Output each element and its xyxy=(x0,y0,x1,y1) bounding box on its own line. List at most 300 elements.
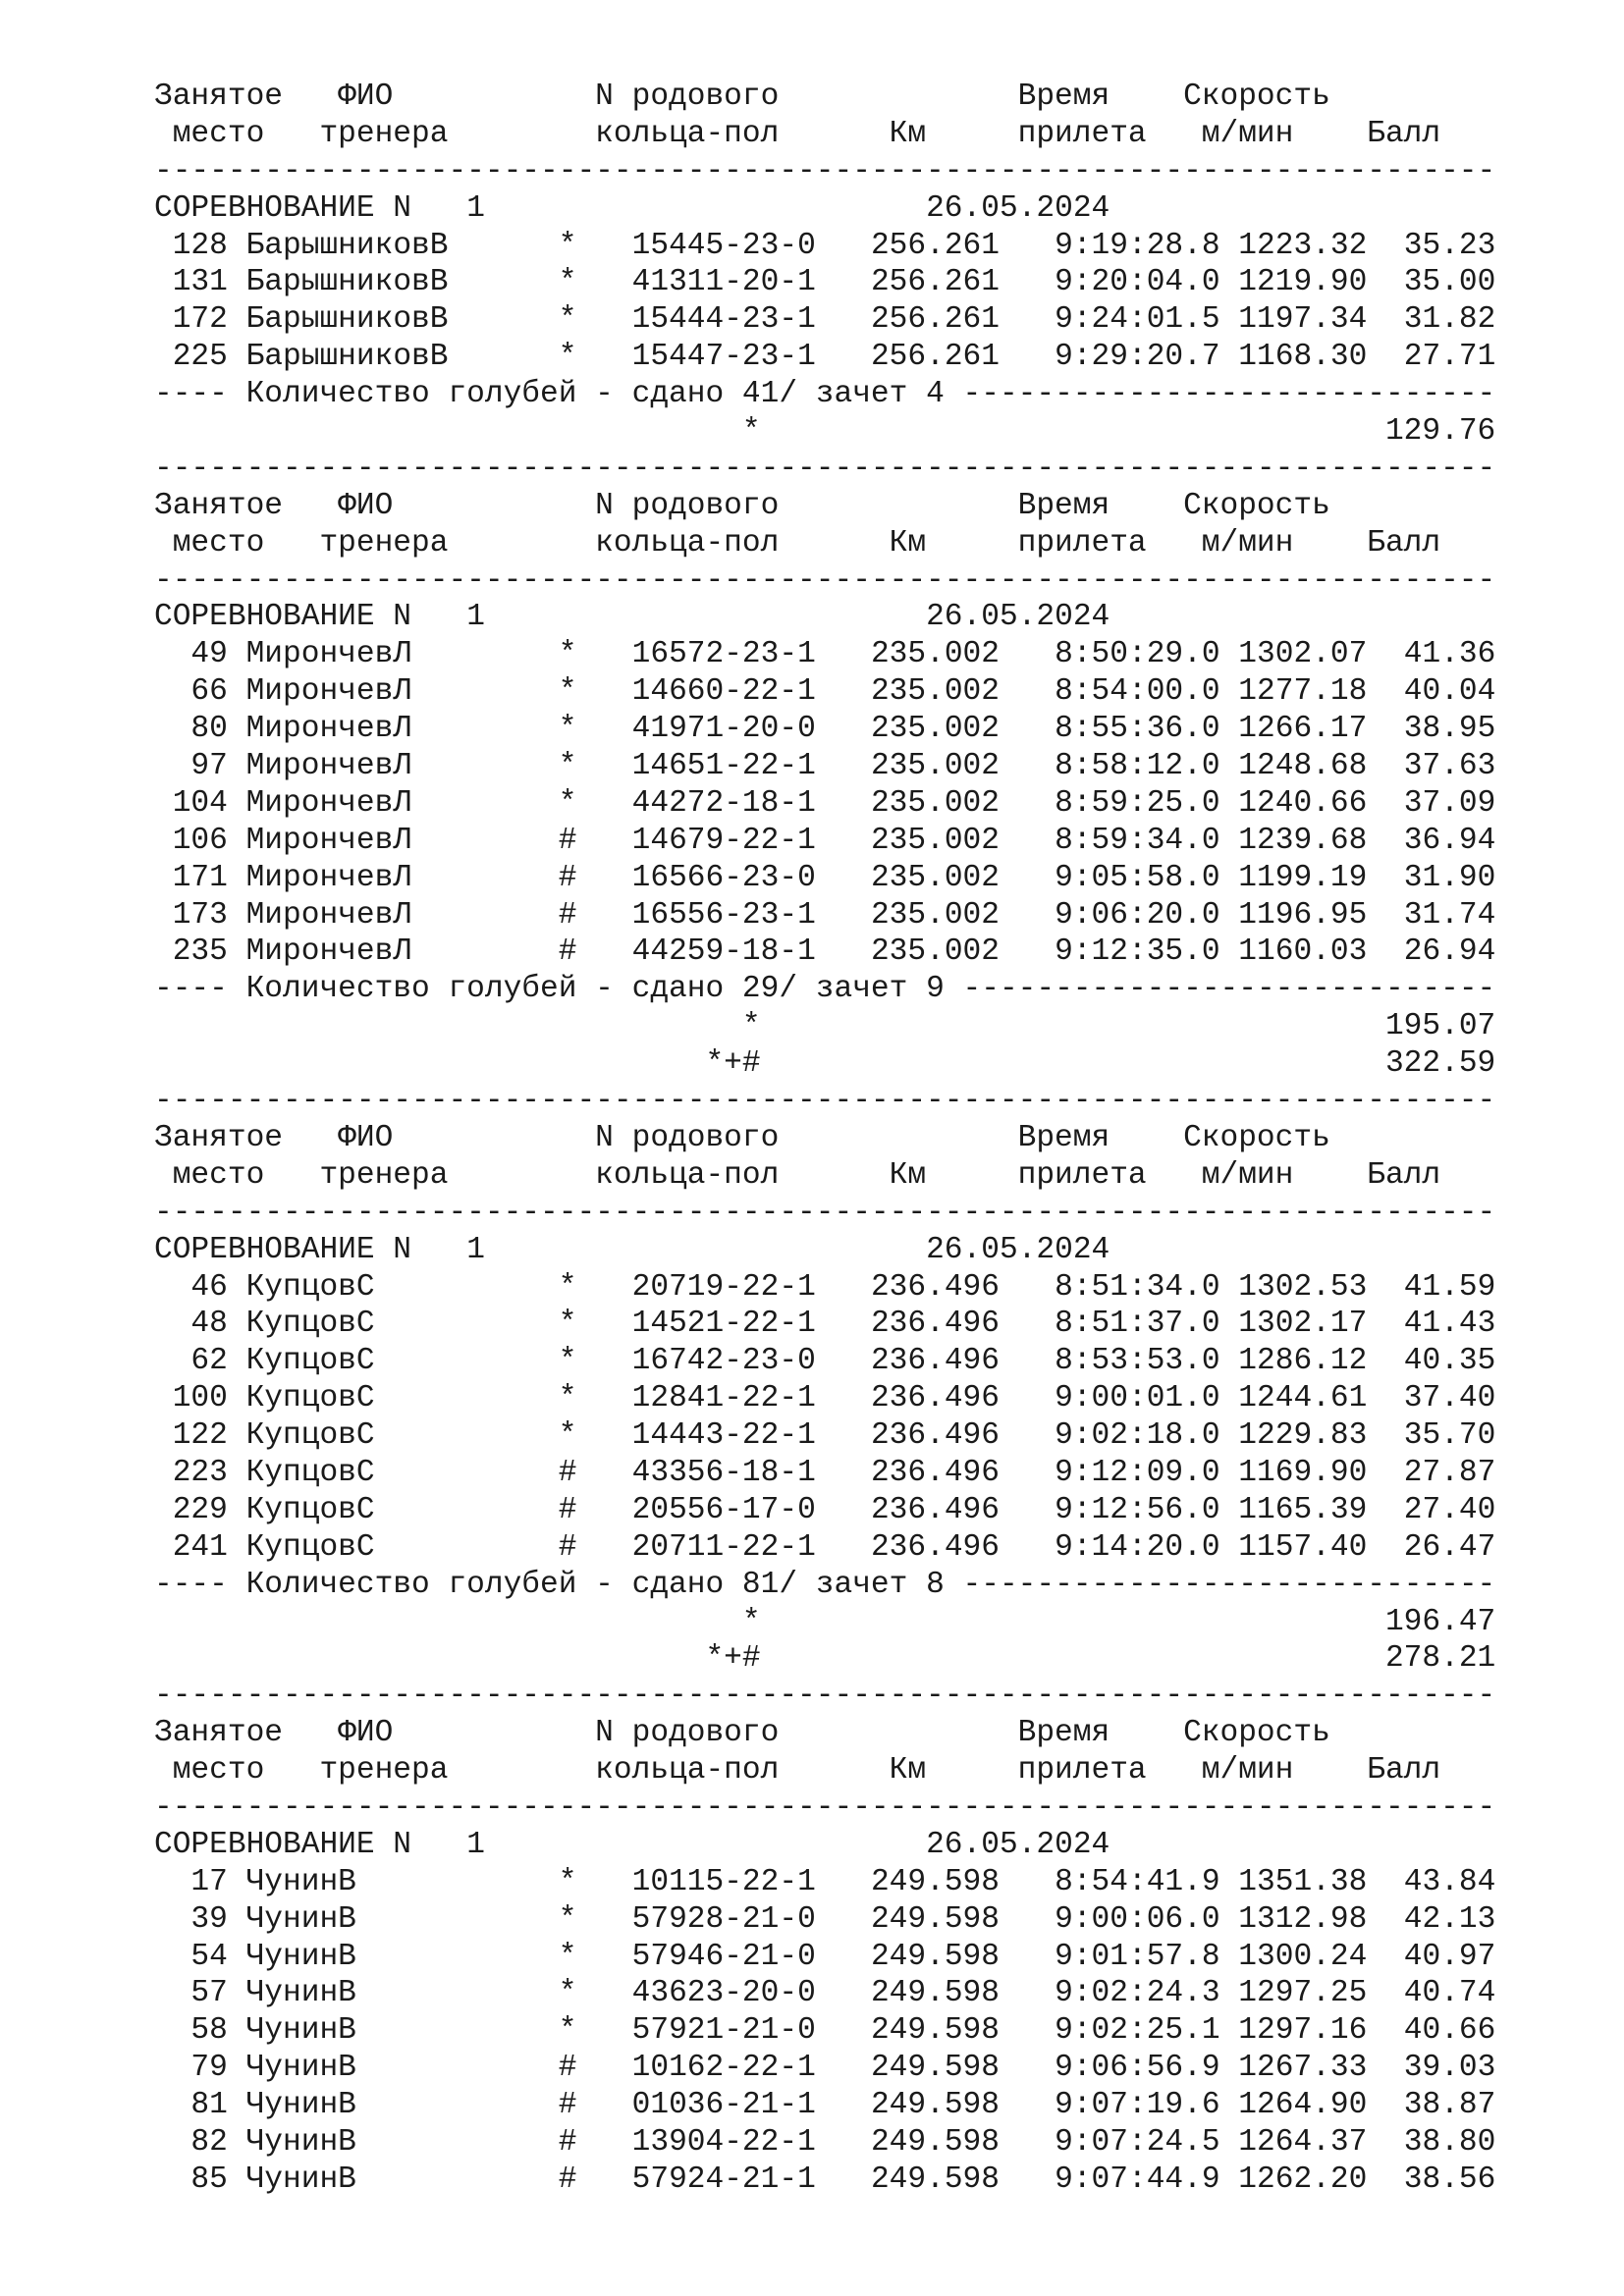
place-cell: 85 xyxy=(154,2162,228,2197)
credit-label: зачет xyxy=(815,972,908,1007)
arrival-time-cell: 9:12:35.0 xyxy=(1055,934,1220,970)
result-row xyxy=(154,1417,1495,1455)
place-cell: 39 xyxy=(154,1901,228,1937)
distance-km-cell: 256.261 xyxy=(870,265,1000,300)
result-row xyxy=(154,2087,1495,2124)
result-row xyxy=(154,2124,1495,2162)
category-mark-cell: * xyxy=(558,302,577,338)
trainer-name-cell: МирончевЛ xyxy=(245,637,559,672)
category-mark-cell: # xyxy=(558,1455,577,1490)
column-headers-top: Занятое ФИО N родового Время Скорость xyxy=(154,488,1330,523)
ring-number-cell: 57924-21-1 xyxy=(631,2162,816,2197)
category-mark-cell: * xyxy=(558,749,577,784)
place-cell: 80 xyxy=(154,712,228,747)
arrival-time-cell: 9:02:18.0 xyxy=(1055,1418,1220,1454)
place-cell: 49 xyxy=(154,637,228,672)
score-cell: 42.13 xyxy=(1403,1901,1496,1937)
place-cell: 17 xyxy=(154,1864,228,1899)
speed-cell: 1196.95 xyxy=(1238,897,1368,933)
trainer-name-cell: МирончевЛ xyxy=(245,934,559,970)
ring-number-cell: 14651-22-1 xyxy=(631,749,816,784)
distance-km-cell: 235.002 xyxy=(870,823,1000,858)
total-value: 196.47 xyxy=(1384,1604,1496,1639)
result-row xyxy=(154,2012,1495,2050)
category-mark-cell: * xyxy=(558,1344,577,1379)
credit-label: зачет xyxy=(815,377,908,412)
speed-cell: 1264.37 xyxy=(1238,2124,1368,2160)
trainer-name-cell: КупцовС xyxy=(245,1455,559,1490)
ring-number-cell: 41971-20-0 xyxy=(631,712,816,747)
column-header-row-2 xyxy=(154,1752,1495,1789)
arrival-time-cell: 9:12:56.0 xyxy=(1055,1492,1220,1527)
speed-cell: 1286.12 xyxy=(1238,1344,1368,1379)
ring-number-cell: 15447-23-1 xyxy=(631,340,816,375)
place-cell: 58 xyxy=(154,2013,228,2049)
result-row xyxy=(154,934,1495,971)
trainer-name-cell: МирончевЛ xyxy=(245,860,559,895)
credited-count: 8 xyxy=(926,1567,945,1602)
distance-km-cell: 235.002 xyxy=(870,785,1000,821)
trainer-name-cell: ЧунинВ xyxy=(245,1939,559,1974)
category-mark-cell: * xyxy=(558,674,577,710)
place-cell: 122 xyxy=(154,1418,228,1454)
ring-number-cell: 14521-22-1 xyxy=(631,1307,816,1342)
arrival-time-cell: 9:00:01.0 xyxy=(1055,1381,1220,1416)
arrival-time-cell: 8:54:00.0 xyxy=(1055,674,1220,710)
result-row xyxy=(154,1901,1495,1939)
distance-km-cell: 235.002 xyxy=(870,712,1000,747)
category-mark-cell: * xyxy=(558,340,577,375)
competition-line xyxy=(154,190,1495,228)
column-header-row-1 xyxy=(154,488,1495,525)
distance-km-cell: 236.496 xyxy=(870,1418,1000,1454)
separator-line xyxy=(154,1083,1495,1120)
result-row xyxy=(154,1380,1495,1417)
arrival-time-cell: 9:06:56.9 xyxy=(1055,2051,1220,2086)
separator-line xyxy=(154,1195,1495,1232)
competition-label: СОРЕВНОВАНИЕ N xyxy=(154,190,412,226)
category-mark-cell: * xyxy=(558,1381,577,1416)
distance-km-cell: 236.496 xyxy=(870,1381,1000,1416)
separator-line xyxy=(154,153,1495,190)
distance-km-cell: 235.002 xyxy=(870,860,1000,895)
place-cell: 223 xyxy=(154,1455,228,1490)
ring-number-cell: 01036-21-1 xyxy=(631,2088,816,2123)
place-cell: 57 xyxy=(154,1976,228,2011)
category-mark-cell: # xyxy=(558,860,577,895)
speed-cell: 1197.34 xyxy=(1238,302,1368,338)
arrival-time-cell: 9:00:06.0 xyxy=(1055,1901,1220,1937)
score-cell: 40.04 xyxy=(1403,674,1496,710)
score-cell: 41.59 xyxy=(1403,1269,1496,1305)
distance-km-cell: 256.261 xyxy=(870,228,1000,263)
ring-number-cell: 10115-22-1 xyxy=(631,1864,816,1899)
distance-km-cell: 249.598 xyxy=(870,1864,1000,1899)
distance-km-cell: 249.598 xyxy=(870,2013,1000,2049)
score-cell: 27.40 xyxy=(1403,1492,1496,1527)
arrival-time-cell: 8:54:41.9 xyxy=(1055,1864,1220,1899)
submitted-count: 41 xyxy=(741,377,780,412)
place-cell: 225 xyxy=(154,340,228,375)
arrival-time-cell: 9:01:57.8 xyxy=(1055,1939,1220,1974)
total-mark: * xyxy=(741,1009,761,1044)
separator: ------------------------------------------------------------------------- xyxy=(154,153,1496,188)
arrival-time-cell: 9:07:24.5 xyxy=(1055,2124,1220,2160)
category-mark-cell: * xyxy=(558,1269,577,1305)
arrival-time-cell: 9:24:01.5 xyxy=(1055,302,1220,338)
trainer-name-cell: БарышниковВ xyxy=(245,340,559,375)
total-mark: * xyxy=(741,414,761,450)
trainer-name-cell: КупцовС xyxy=(245,1529,559,1565)
result-row xyxy=(154,673,1495,711)
summary-label: Количество голубей - сдано xyxy=(245,972,725,1007)
column-header-row-1 xyxy=(154,79,1495,116)
ring-number-cell: 13904-22-1 xyxy=(631,2124,816,2160)
summary-label: Количество голубей - сдано xyxy=(245,1567,725,1602)
competition-date: 26.05.2024 xyxy=(926,190,1110,226)
separator: ------------------------------------------------------------------------- xyxy=(154,1679,1496,1714)
trainer-name-cell: МирончевЛ xyxy=(245,749,559,784)
result-row xyxy=(154,1529,1495,1567)
score-cell: 35.70 xyxy=(1403,1418,1496,1454)
category-mark-cell: # xyxy=(558,2162,577,2197)
ring-number-cell: 41311-20-1 xyxy=(631,265,816,300)
distance-km-cell: 249.598 xyxy=(870,2088,1000,2123)
place-cell: 106 xyxy=(154,823,228,858)
category-mark-cell: # xyxy=(558,1529,577,1565)
score-cell: 43.84 xyxy=(1403,1864,1496,1899)
total-value: 278.21 xyxy=(1384,1641,1496,1677)
arrival-time-cell: 9:05:58.0 xyxy=(1055,860,1220,895)
trainer-name-cell: ЧунинВ xyxy=(245,1864,559,1899)
arrival-time-cell: 9:07:44.9 xyxy=(1055,2162,1220,2197)
distance-km-cell: 236.496 xyxy=(870,1269,1000,1305)
trainer-name-cell: МирончевЛ xyxy=(245,785,559,821)
result-row xyxy=(154,1975,1495,2012)
category-mark-cell: * xyxy=(558,1864,577,1899)
arrival-time-cell: 9:06:20.0 xyxy=(1055,897,1220,933)
total-line xyxy=(154,1640,1495,1678)
summary-label: Количество голубей - сдано xyxy=(245,377,725,412)
arrival-time-cell: 9:02:25.1 xyxy=(1055,2013,1220,2049)
arrival-time-cell: 8:59:25.0 xyxy=(1055,785,1220,821)
arrival-time-cell: 9:02:24.3 xyxy=(1055,1976,1220,2011)
competition-label: СОРЕВНОВАНИЕ N xyxy=(154,600,412,635)
result-row xyxy=(154,897,1495,934)
competition-line xyxy=(154,1232,1495,1269)
distance-km-cell: 235.002 xyxy=(870,674,1000,710)
speed-cell: 1160.03 xyxy=(1238,934,1368,970)
speed-cell: 1300.24 xyxy=(1238,1939,1368,1974)
category-mark-cell: # xyxy=(558,2051,577,2086)
total-value: 129.76 xyxy=(1384,414,1496,450)
competition-date: 26.05.2024 xyxy=(926,1232,1110,1267)
result-row xyxy=(154,711,1495,748)
speed-cell: 1239.68 xyxy=(1238,823,1368,858)
separator-line xyxy=(154,1678,1495,1715)
distance-km-cell: 249.598 xyxy=(870,1901,1000,1937)
competition-label: СОРЕВНОВАНИЕ N xyxy=(154,1827,412,1862)
trainer-name-cell: ЧунинВ xyxy=(245,2051,559,2086)
category-mark-cell: # xyxy=(558,934,577,970)
arrival-time-cell: 8:51:37.0 xyxy=(1055,1307,1220,1342)
place-cell: 79 xyxy=(154,2051,228,2086)
total-value: 322.59 xyxy=(1384,1046,1496,1082)
score-cell: 39.03 xyxy=(1403,2051,1496,2086)
place-cell: 81 xyxy=(154,2088,228,2123)
ring-number-cell: 15445-23-0 xyxy=(631,228,816,263)
ring-number-cell: 12841-22-1 xyxy=(631,1381,816,1416)
ring-number-cell: 44259-18-1 xyxy=(631,934,816,970)
category-mark-cell: * xyxy=(558,1418,577,1454)
category-mark-cell: * xyxy=(558,637,577,672)
competition-date: 26.05.2024 xyxy=(926,1827,1110,1862)
place-cell: 131 xyxy=(154,265,228,300)
trainer-name-cell: ЧунинВ xyxy=(245,2124,559,2160)
score-cell: 40.35 xyxy=(1403,1344,1496,1379)
place-cell: 104 xyxy=(154,785,228,821)
separator: ------------------------------------------------------------------------- xyxy=(154,1084,1496,1119)
distance-km-cell: 236.496 xyxy=(870,1529,1000,1565)
speed-cell: 1302.17 xyxy=(1238,1307,1368,1342)
result-row xyxy=(154,636,1495,673)
column-headers-top: Занятое ФИО N родового Время Скорость xyxy=(154,80,1330,114)
result-row xyxy=(154,1269,1495,1307)
ring-number-cell: 20711-22-1 xyxy=(631,1529,816,1565)
competition-number: 1 xyxy=(466,1827,485,1862)
column-headers-bottom: место тренера кольца-пол Км прилета м/мин Балл xyxy=(154,1753,1441,1789)
arrival-time-cell: 8:50:29.0 xyxy=(1055,637,1220,672)
place-cell: 62 xyxy=(154,1344,228,1379)
speed-cell: 1277.18 xyxy=(1238,674,1368,710)
trainer-name-cell: КупцовС xyxy=(245,1269,559,1305)
trainer-name-cell: КупцовС xyxy=(245,1418,559,1454)
result-row xyxy=(154,2162,1495,2199)
trainer-name-cell: ЧунинВ xyxy=(245,1901,559,1937)
score-cell: 26.47 xyxy=(1403,1529,1496,1565)
trainer-name-cell: КупцовС xyxy=(245,1344,559,1379)
competition-date: 26.05.2024 xyxy=(926,600,1110,635)
trainer-name-cell: БарышниковВ xyxy=(245,302,559,338)
category-mark-cell: * xyxy=(558,1307,577,1342)
column-header-row-2 xyxy=(154,525,1495,562)
place-cell: 48 xyxy=(154,1307,228,1342)
score-cell: 38.56 xyxy=(1403,2162,1496,2197)
ring-number-cell: 16572-23-1 xyxy=(631,637,816,672)
trainer-name-cell: БарышниковВ xyxy=(245,265,559,300)
result-row xyxy=(154,339,1495,376)
ring-number-cell: 15444-23-1 xyxy=(631,302,816,338)
competition-line xyxy=(154,1827,1495,1864)
score-cell: 27.87 xyxy=(1403,1455,1496,1490)
place-cell: 97 xyxy=(154,749,228,784)
result-row xyxy=(154,748,1495,785)
ring-number-cell: 57946-21-0 xyxy=(631,1939,816,1974)
result-row xyxy=(154,1343,1495,1380)
result-row xyxy=(154,2050,1495,2087)
separator: ------------------------------------------------------------------------- xyxy=(154,1789,1496,1825)
arrival-time-cell: 9:19:28.8 xyxy=(1055,228,1220,263)
trainer-name-cell: КупцовС xyxy=(245,1381,559,1416)
place-cell: 241 xyxy=(154,1529,228,1565)
result-row xyxy=(154,1492,1495,1529)
score-cell: 40.66 xyxy=(1403,2013,1496,2049)
column-headers-top: Занятое ФИО N родового Время Скорость xyxy=(154,1716,1330,1751)
speed-cell: 1312.98 xyxy=(1238,1901,1368,1937)
column-headers-bottom: место тренера кольца-пол Км прилета м/мин Балл xyxy=(154,1157,1441,1193)
speed-cell: 1219.90 xyxy=(1238,265,1368,300)
ring-number-cell: 43356-18-1 xyxy=(631,1455,816,1490)
speed-cell: 1297.25 xyxy=(1238,1976,1368,2011)
speed-cell: 1266.17 xyxy=(1238,712,1368,747)
distance-km-cell: 236.496 xyxy=(870,1455,1000,1490)
total-line xyxy=(154,1045,1495,1083)
category-mark-cell: # xyxy=(558,897,577,933)
category-mark-cell: * xyxy=(558,1939,577,1974)
category-mark-cell: * xyxy=(558,265,577,300)
credit-label: зачет xyxy=(815,1567,908,1602)
score-cell: 36.94 xyxy=(1403,823,1496,858)
distance-km-cell: 249.598 xyxy=(870,2162,1000,2197)
arrival-time-cell: 9:14:20.0 xyxy=(1055,1529,1220,1565)
ring-number-cell: 16566-23-0 xyxy=(631,860,816,895)
place-cell: 173 xyxy=(154,897,228,933)
speed-cell: 1248.68 xyxy=(1238,749,1368,784)
category-mark-cell: # xyxy=(558,2088,577,2123)
ring-number-cell: 20719-22-1 xyxy=(631,1269,816,1305)
column-header-row-1 xyxy=(154,1715,1495,1752)
result-row xyxy=(154,301,1495,339)
total-mark: *+# xyxy=(705,1046,761,1082)
score-cell: 37.09 xyxy=(1403,785,1496,821)
speed-cell: 1351.38 xyxy=(1238,1864,1368,1899)
category-mark-cell: * xyxy=(558,1901,577,1937)
speed-cell: 1199.19 xyxy=(1238,860,1368,895)
speed-cell: 1240.66 xyxy=(1238,785,1368,821)
speed-cell: 1264.90 xyxy=(1238,2088,1368,2123)
arrival-time-cell: 8:59:34.0 xyxy=(1055,823,1220,858)
distance-km-cell: 256.261 xyxy=(870,340,1000,375)
score-cell: 37.40 xyxy=(1403,1381,1496,1416)
result-row xyxy=(154,785,1495,823)
speed-cell: 1168.30 xyxy=(1238,340,1368,375)
trainer-name-cell: ЧунинВ xyxy=(245,2088,559,2123)
total-mark: * xyxy=(741,1604,761,1639)
separator-line xyxy=(154,451,1495,488)
place-cell: 82 xyxy=(154,2124,228,2160)
place-cell: 128 xyxy=(154,228,228,263)
column-header-row-2 xyxy=(154,116,1495,153)
result-row xyxy=(154,264,1495,301)
summary-line: ---- Количество голубей - сдано 41/ зачет 4 ----------------------------- xyxy=(154,377,1496,412)
credited-count: 4 xyxy=(926,377,945,412)
place-cell: 54 xyxy=(154,1939,228,1974)
category-mark-cell: * xyxy=(558,1976,577,2011)
separator: ------------------------------------------------------------------------- xyxy=(154,1195,1496,1230)
total-mark: *+# xyxy=(705,1641,761,1677)
ring-number-cell: 20556-17-0 xyxy=(631,1492,816,1527)
competition-number: 1 xyxy=(466,600,485,635)
total-line xyxy=(154,413,1495,451)
total-value: 195.07 xyxy=(1384,1009,1496,1044)
category-mark-cell: * xyxy=(558,712,577,747)
arrival-time-cell: 8:55:36.0 xyxy=(1055,712,1220,747)
place-cell: 235 xyxy=(154,934,228,970)
column-headers-bottom: место тренера кольца-пол Км прилета м/мин Балл xyxy=(154,116,1441,151)
result-row xyxy=(154,860,1495,897)
score-cell: 38.87 xyxy=(1403,2088,1496,2123)
result-row xyxy=(154,1455,1495,1492)
ring-number-cell: 14660-22-1 xyxy=(631,674,816,710)
submitted-count: 81 xyxy=(741,1567,780,1602)
summary-line: ---- Количество голубей - сдано 81/ зачет 8 ----------------------------- xyxy=(154,1567,1496,1602)
ring-number-cell: 57921-21-0 xyxy=(631,2013,816,2049)
speed-cell: 1302.07 xyxy=(1238,637,1368,672)
score-cell: 40.74 xyxy=(1403,1976,1496,2011)
result-row xyxy=(154,1864,1495,1901)
score-cell: 31.74 xyxy=(1403,897,1496,933)
speed-cell: 1244.61 xyxy=(1238,1381,1368,1416)
score-cell: 26.94 xyxy=(1403,934,1496,970)
category-mark-cell: * xyxy=(558,2013,577,2049)
trainer-name-cell: БарышниковВ xyxy=(245,228,559,263)
total-line xyxy=(154,1008,1495,1045)
ring-number-cell: 10162-22-1 xyxy=(631,2051,816,2086)
submitted-count: 29 xyxy=(741,972,780,1007)
speed-cell: 1267.33 xyxy=(1238,2051,1368,2086)
score-cell: 35.00 xyxy=(1403,265,1496,300)
result-row xyxy=(154,228,1495,265)
arrival-time-cell: 9:12:09.0 xyxy=(1055,1455,1220,1490)
trainer-name-cell: МирончевЛ xyxy=(245,674,559,710)
place-cell: 171 xyxy=(154,860,228,895)
category-mark-cell: # xyxy=(558,823,577,858)
place-cell: 100 xyxy=(154,1381,228,1416)
trainer-name-cell: МирончевЛ xyxy=(245,823,559,858)
trainer-name-cell: ЧунинВ xyxy=(245,2013,559,2049)
column-headers-bottom: место тренера кольца-пол Км прилета м/мин Балл xyxy=(154,525,1441,561)
competition-number: 1 xyxy=(466,1232,485,1267)
distance-km-cell: 249.598 xyxy=(870,1939,1000,1974)
distance-km-cell: 249.598 xyxy=(870,2051,1000,2086)
summary-line: ---- Количество голубей - сдано 29/ зачет 9 ----------------------------- xyxy=(154,972,1496,1007)
speed-cell: 1157.40 xyxy=(1238,1529,1368,1565)
arrival-time-cell: 8:58:12.0 xyxy=(1055,749,1220,784)
category-mark-cell: * xyxy=(558,228,577,263)
distance-km-cell: 236.496 xyxy=(870,1307,1000,1342)
speed-cell: 1302.53 xyxy=(1238,1269,1368,1305)
result-row xyxy=(154,1306,1495,1343)
ring-number-cell: 43623-20-0 xyxy=(631,1976,816,2011)
ring-number-cell: 14443-22-1 xyxy=(631,1418,816,1454)
column-headers-top: Занятое ФИО N родового Время Скорость xyxy=(154,1120,1330,1155)
arrival-time-cell: 8:51:34.0 xyxy=(1055,1269,1220,1305)
score-cell: 41.36 xyxy=(1403,637,1496,672)
ring-number-cell: 16742-23-0 xyxy=(631,1344,816,1379)
separator-line xyxy=(154,562,1495,600)
distance-km-cell: 235.002 xyxy=(870,897,1000,933)
total-line xyxy=(154,1604,1495,1641)
distance-km-cell: 235.002 xyxy=(870,934,1000,970)
place-cell: 66 xyxy=(154,674,228,710)
trainer-name-cell: КупцовС xyxy=(245,1307,559,1342)
column-header-row-1 xyxy=(154,1120,1495,1157)
score-cell: 38.95 xyxy=(1403,712,1496,747)
speed-cell: 1297.16 xyxy=(1238,2013,1368,2049)
credited-count: 9 xyxy=(926,972,945,1007)
distance-km-cell: 249.598 xyxy=(870,2124,1000,2160)
separator: ------------------------------------------------------------------------- xyxy=(154,451,1496,486)
